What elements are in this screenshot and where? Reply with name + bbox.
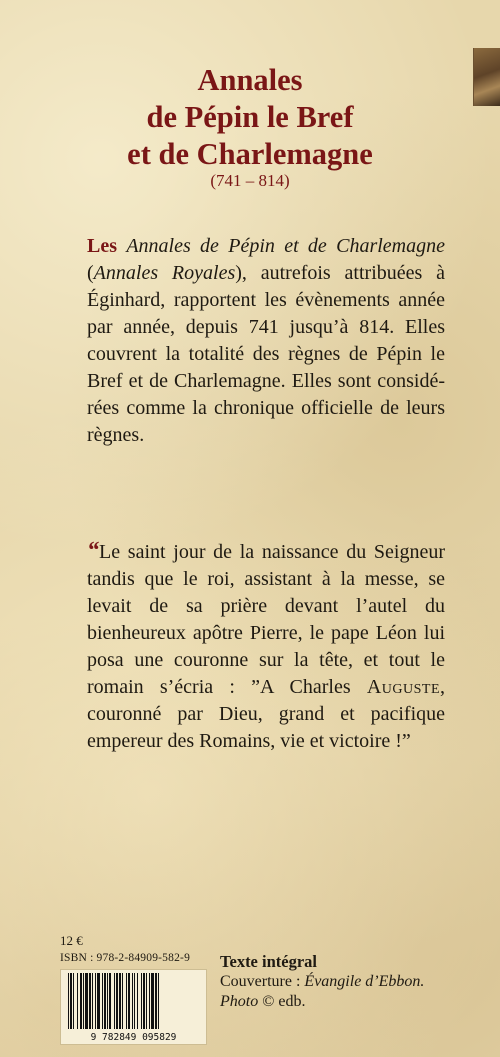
- barcode-bar: [68, 973, 69, 1029]
- quote-emphasis: Auguste: [366, 676, 440, 698]
- isbn: ISBN : 978-2-84909-582-9: [60, 952, 191, 964]
- summary-alt-title: Annales Royales: [93, 262, 236, 284]
- barcode-bar: [83, 973, 84, 1029]
- summary-paragraph: [87, 233, 445, 449]
- barcode-bars: [61, 970, 206, 1044]
- barcode-bar: [109, 973, 111, 1029]
- title-line-2: de Pépin le Bref: [146, 100, 354, 134]
- quote-paragraph: [87, 538, 445, 755]
- barcode-bar: [116, 973, 118, 1029]
- barcode-bar: [146, 973, 147, 1029]
- summary-paren: (: [87, 262, 94, 284]
- edition-label: Texte intégral: [220, 952, 317, 971]
- summary-lead: Les: [87, 235, 117, 257]
- title-dates: (741 – 814): [210, 171, 290, 190]
- quote-text-before: Le saint jour de la naissance du Seigneur tandis que le roi, assistant à la messe, se levait de sa prière devant l’autel du bienheureux apôtre Pierre, le pape Léon lui posa une couronne sur la tête, et tout le romain s’écria : ”A Charles: [87, 541, 445, 698]
- summary-book-title: Annales de Pépin et de Charlemagne: [126, 235, 445, 257]
- barcode-bar: [122, 973, 123, 1029]
- barcode-bar: [102, 973, 103, 1029]
- book-title: [0, 62, 500, 190]
- photo-credit: [220, 992, 424, 1012]
- barcode-digits: 9 782849 095829: [90, 1032, 177, 1043]
- edition-info: [220, 952, 424, 1012]
- barcode-bar: [141, 973, 142, 1029]
- barcode-bar: [134, 973, 135, 1029]
- barcode-bar: [143, 973, 145, 1029]
- barcode-bar: [107, 973, 108, 1029]
- barcode-bar: [85, 973, 88, 1029]
- barcode-bar: [149, 973, 150, 1029]
- barcode-bar: [137, 973, 138, 1029]
- barcode-bar: [95, 973, 96, 1029]
- title-line-1: Annales: [197, 63, 303, 97]
- barcode-bar: [89, 973, 91, 1029]
- barcode-bar: [128, 973, 130, 1029]
- photo-credit-text: © edb.: [258, 993, 306, 1010]
- barcode-bar: [73, 973, 74, 1029]
- quote-text-after: , couronné par Dieu, grand et pacifique empereur des Romains, vie et victoire !”: [87, 676, 445, 752]
- summary-text: ), autrefois attribuées à Éginhard, rapportent les évènements année par année, depuis 741 jusqu’à 814. Elles couvrent la totalité des règnes de Pépin le Bref et de Charlemagne. Elles sont considérées comme la chronique officielle de leurs règnes.: [87, 262, 445, 446]
- cover-credit: [220, 972, 424, 992]
- cover-work: Évangile d’Ebbon.: [304, 973, 425, 990]
- barcode-bar: [114, 973, 115, 1029]
- barcode-bar: [70, 973, 72, 1029]
- barcode-bar: [77, 973, 78, 1029]
- quote-mark: “: [87, 538, 99, 564]
- barcode-bar: [119, 973, 121, 1029]
- barcode-bar: [104, 973, 106, 1029]
- title-line-3: et de Charlemagne: [127, 137, 373, 171]
- barcode-bar: [92, 973, 93, 1029]
- barcode-bar: [132, 973, 133, 1029]
- barcode: [60, 969, 207, 1045]
- barcode-bar: [80, 973, 82, 1029]
- barcode-bar: [151, 973, 154, 1029]
- barcode-bar: [97, 973, 100, 1029]
- barcode-bar: [155, 973, 157, 1029]
- barcode-bar: [126, 973, 127, 1029]
- price: 12 €: [60, 933, 83, 948]
- photo-label: Photo: [220, 993, 259, 1010]
- barcode-bar: [158, 973, 159, 1029]
- cover-prefix: Couverture :: [220, 973, 305, 990]
